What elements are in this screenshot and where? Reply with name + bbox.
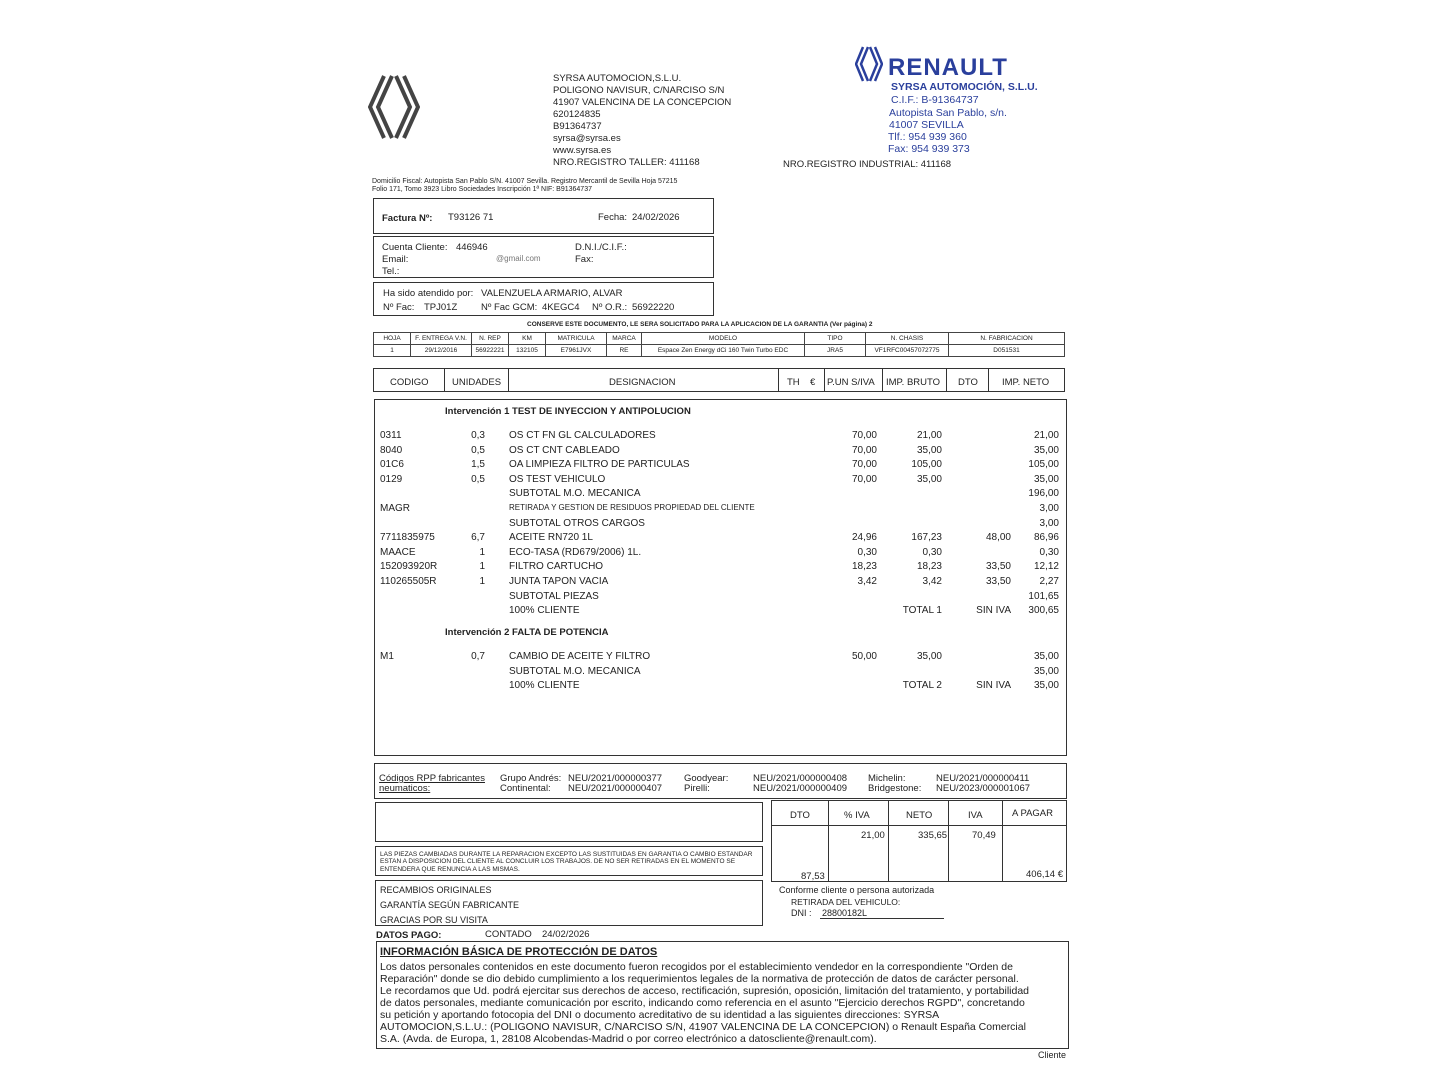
line-units: 6,7	[471, 532, 485, 544]
col-bruto: IMP. BRUTO	[886, 377, 941, 388]
line-code: 0311	[380, 430, 402, 441]
line-units: 0,3	[471, 430, 485, 441]
conforme-text: Conforme cliente o persona autorizada	[779, 885, 935, 895]
domicilio-fiscal: Folio 171, Tomo 3923 Libro Sociedades Inscripción 1ª NIF: B91364737	[372, 186, 592, 193]
totals-header: DTO	[790, 810, 810, 821]
line-bruto: 167,23	[911, 532, 942, 544]
conforme-retirada: RETIRADA DEL VEHICULO:	[791, 897, 901, 907]
line-neto: 35,00	[1033, 665, 1059, 677]
totals-box	[771, 800, 1067, 882]
line-dto: 48,00	[985, 532, 1011, 544]
line-desc: SUBTOTAL M.O. MECANICA	[509, 665, 641, 677]
line-neto: 2,27	[1039, 576, 1059, 587]
vehicle-value: E7961JVX	[546, 345, 607, 357]
line-dto: 33,50	[985, 576, 1011, 587]
fax-label: Fax:	[575, 254, 594, 265]
intervention-title: Intervención 2 FALTA DE POTENCIA	[445, 627, 609, 638]
vehicle-header: HOJA	[374, 333, 411, 345]
privacy-line: S.A. (Avda. de Europa, 1, 28108 Alcobendas-Madrid o por correo electrónico a datoscliente@renault.com).	[380, 1033, 877, 1045]
line-neto: 300,65	[1028, 605, 1059, 617]
totals-header: IVA	[968, 810, 983, 821]
line-units: 0,7	[471, 651, 485, 662]
vehicle-header: MATRICULA	[546, 333, 607, 345]
col-dto: DTO	[958, 377, 978, 388]
line-desc: 100% CLIENTE	[509, 605, 580, 617]
a-pagar-value: 406,14 €	[1026, 869, 1063, 880]
line-code: 8040	[380, 444, 403, 456]
line-neto: 0,30	[1039, 546, 1059, 558]
line-code: 152093920R	[380, 561, 438, 573]
line-desc: ACEITE RN720 1L	[509, 532, 593, 544]
line-pun: 70,00	[851, 444, 877, 456]
rpp-label: Grupo Andrés:	[500, 773, 562, 784]
vehicle-header: MARCA	[607, 333, 642, 345]
line-pun: 50,00	[851, 651, 877, 662]
company-line: POLIGONO NAVISUR, C/NARCISO S/N	[553, 85, 725, 96]
line-code: 7711835975	[380, 532, 435, 544]
line-desc: OA LIMPIEZA FILTRO DE PARTICULAS	[509, 459, 690, 471]
line-neto: 105,00	[1028, 459, 1059, 471]
domicilio-fiscal: Domicilio Fiscal: Autopista San Pablo S/N. 41007 Sevilla. Registro Mercantil de Sevilla Hoja 57215	[372, 178, 678, 185]
line-dto: SIN IVA	[976, 605, 1011, 617]
vehicle-header: N. REP	[472, 333, 509, 345]
rpp-value: NEU/2021/000000409	[753, 783, 848, 794]
company-line: B91364737	[553, 121, 602, 132]
line-code: M1	[380, 651, 394, 662]
line-neto: 35,00	[1033, 444, 1059, 456]
line-bruto: 3,42	[922, 576, 942, 587]
line-units: 1	[479, 576, 485, 587]
line-neto: 35,00	[1033, 680, 1059, 692]
gcm-label: Nº Fac GCM:	[481, 302, 538, 313]
vehicle-header: KM	[509, 333, 546, 345]
privacy-box	[376, 941, 1069, 1049]
gcm-value: 4KEGC4	[542, 302, 580, 313]
vehicle-value: RE	[607, 345, 642, 357]
line-units: 1	[479, 546, 485, 558]
registro-industrial: NRO.REGISTRO INDUSTRIAL: 411168	[783, 159, 952, 170]
vehicle-value: 1	[374, 345, 411, 357]
factura-number: T93126 71	[448, 212, 494, 223]
conserve-note: CONSERVE ESTE DOCUMENTO, LE SERA SOLICITADO PARA LA APLICACION DE LA GARANTIA (Ver página) 2	[527, 321, 873, 328]
line-desc: SUBTOTAL M.O. MECANICA	[509, 488, 641, 500]
rpp-title: Códigos RPP fabricantes	[379, 773, 485, 784]
company-line: 41907 VALENCINA DE LA CONCEPCION	[553, 97, 732, 108]
email-value: @gmail.com	[496, 254, 541, 263]
stamp-line: C.I.F.: B-91364737	[891, 94, 979, 106]
line-neto: 3,00	[1039, 503, 1059, 514]
vehicle-value: 56922221	[472, 345, 509, 357]
company-line: syrsa@syrsa.es	[553, 133, 621, 144]
line-bruto: TOTAL 1	[902, 605, 942, 617]
stamp-line: Tlf.: 954 939 360	[888, 131, 967, 143]
line-desc: 100% CLIENTE	[509, 680, 580, 692]
col-neto: IMP. NETO	[1002, 377, 1050, 388]
client-box	[373, 236, 714, 278]
recambios-line: GRACIAS POR SU VISITA	[380, 915, 488, 925]
line-units: 0,5	[471, 473, 485, 485]
privacy-title: INFORMACIÓN BÁSICA DE PROTECCIÓN DE DATOS	[380, 946, 658, 958]
company-line: NRO.REGISTRO TALLER: 411168	[553, 157, 700, 168]
line-desc: OS CT FN GL CALCULADORES	[509, 430, 656, 441]
rpp-label: Continental:	[500, 783, 551, 794]
privacy-line: AUTOMOCION,S.L.U.: (POLIGONO NAVISUR, C/NARCISO S/N, 41907 VALENCINA DE LA CONCEPCION) o Renault España Comercial	[380, 1021, 1026, 1033]
recambios-line: GARANTÍA SEGÚN FABRICANTE	[380, 900, 520, 910]
rpp-label: Goodyear:	[684, 773, 729, 784]
line-code: MAACE	[380, 546, 416, 558]
line-desc: CAMBIO DE ACEITE Y FILTRO	[509, 651, 651, 662]
privacy-line: Los datos personales contenidos en este documento fueron recogidos por el establecimiento vendedor en la correspondiente "Orden de	[380, 961, 1013, 973]
company-line: 620124835	[553, 109, 601, 120]
totals-header: % IVA	[844, 810, 870, 821]
line-pun: 18,23	[851, 561, 877, 573]
line-desc: RETIRADA Y GESTION DE RESIDUOS PROPIEDAD DEL CLIENTE	[509, 503, 755, 512]
vehicle-header: N. CHASIS	[866, 333, 949, 345]
line-bruto: TOTAL 2	[902, 680, 942, 692]
stamp-name: SYRSA AUTOMOCIÓN, S.L.U.	[891, 81, 1038, 93]
line-units: 1	[479, 561, 485, 573]
privacy-line: Reparación" donde se dio debido cumplimiento a los requerimientos legales de la normativa de protección de datos de carácter personal.	[380, 973, 1019, 985]
line-neto: 35,00	[1033, 651, 1059, 662]
line-neto: 196,00	[1028, 488, 1059, 500]
piezas-note: LAS PIEZAS CAMBIADAS DURANTE LA REPARACION EXCEPTO LAS SUSTITUIDAS EN GARANTIA O CAMBIO ESTANDAR ESTAN A DISPOSICION DEL CLIENTE AL CONCLUIR LOS TRABAJOS. DE NO SER RETIRADAS EN EL MOMENTO SE ENTENDERA QUE RENUNCIA A LAS MISMAS.	[380, 851, 753, 873]
rpp-value: NEU/2023/000001067	[936, 783, 1031, 794]
nfac-value: TPJ01Z	[424, 302, 458, 313]
vehicle-header: MODELO	[642, 333, 805, 345]
vehicle-value: Espace Zen Energy dCi 160 Twin Turbo EDC	[642, 345, 805, 357]
col-designacion: DESIGNACION	[609, 377, 676, 388]
line-desc: SUBTOTAL PIEZAS	[509, 590, 599, 602]
line-code: 110265505R	[380, 576, 437, 587]
dto-value: 87,53	[801, 871, 825, 882]
cuenta-label: Cuenta Cliente:	[382, 242, 448, 253]
col-th: TH	[787, 377, 800, 388]
totals-header: A PAGAR	[1012, 808, 1054, 819]
line-pun: 3,42	[857, 576, 877, 587]
line-code: MAGR	[380, 503, 410, 514]
line-code: 0129	[380, 473, 403, 485]
or-value: 56922220	[632, 302, 675, 313]
observations-box	[375, 802, 763, 842]
line-bruto: 21,00	[916, 430, 942, 441]
line-desc: SUBTOTAL OTROS CARGOS	[509, 517, 645, 529]
attended-box	[373, 282, 714, 316]
line-bruto: 18,23	[916, 561, 942, 573]
vehicle-value: 29/12/2016	[411, 345, 472, 357]
attended-value: VALENZUELA ARMARIO, ALVAR	[481, 288, 623, 299]
col-euro: €	[810, 377, 816, 388]
line-desc: JUNTA TAPON VACIA	[509, 576, 609, 587]
line-pun: 70,00	[851, 459, 877, 471]
stamp-line: 41007 SEVILLA	[889, 119, 964, 131]
line-desc: OS TEST VEHICULO	[509, 473, 606, 485]
line-bruto: 35,00	[916, 444, 942, 456]
line-desc: ECO-TASA (RD679/2006) 1L.	[509, 546, 642, 558]
vehicle-header-row	[374, 333, 1065, 345]
line-pun: 70,00	[851, 473, 877, 485]
vehicle-table	[373, 332, 1065, 357]
intervention-title: Intervención 1 TEST DE INYECCION Y ANTIPOLUCION	[445, 406, 691, 417]
privacy-line: de datos personales, mediante comunicación por escrito, indicando como referencia en el asunto "Ejercicio derechos RGPD", concretando	[380, 997, 1025, 1009]
renault-logo	[368, 74, 420, 140]
rpp-value: NEU/2021/000000411	[936, 773, 1030, 784]
line-pun: 0,30	[857, 546, 877, 558]
rpp-value: NEU/2021/000000408	[753, 773, 848, 784]
tel-label: Tel.:	[382, 266, 400, 277]
neto-value: 335,65	[918, 830, 948, 841]
line-neto: 21,00	[1033, 430, 1059, 441]
rpp-label: Bridgestone:	[868, 783, 922, 794]
iva-pct-value: 21,00	[861, 830, 885, 841]
recambios-box	[375, 880, 763, 926]
line-code: 01C6	[380, 459, 404, 471]
factura-label: Factura Nº:	[382, 213, 433, 224]
copy-label: Cliente	[1038, 1050, 1067, 1060]
vehicle-header: TIPO	[805, 333, 866, 345]
fecha-value: 24/02/2026	[632, 212, 680, 223]
line-neto: 86,96	[1033, 532, 1059, 544]
line-desc: OS CT CNT CABLEADO	[509, 444, 620, 456]
line-desc: FILTRO CARTUCHO	[509, 561, 604, 573]
line-neto: 101,65	[1028, 590, 1059, 602]
pago-method: CONTADO	[485, 929, 532, 940]
line-neto: 3,00	[1039, 517, 1059, 529]
renault-stamp-diamond	[855, 46, 883, 82]
line-dto: 33,50	[985, 561, 1011, 573]
vehicle-header: F. ENTREGA V.N.	[411, 333, 472, 345]
privacy-line: Le recordamos que Ud. podrá ejercitar sus derechos de acceso, rectificación, supresión, oposición, limitación del tratamiento, y portabilidad	[380, 985, 1030, 997]
rpp-label: Michelin:	[868, 773, 906, 784]
line-units: 0,5	[471, 444, 485, 456]
stamp-line: Fax: 954 939 373	[888, 143, 970, 155]
invoice-box	[373, 198, 714, 234]
pago-date: 24/02/2026	[542, 929, 590, 940]
column-header-bar	[373, 368, 1065, 392]
vehicle-value: D051531	[949, 345, 1065, 357]
col-unidades: UNIDADES	[452, 377, 502, 388]
line-units: 1,5	[471, 459, 485, 471]
signature-line	[820, 918, 944, 919]
email-label: Email:	[382, 254, 409, 265]
rpp-label: Pirelli:	[684, 783, 710, 794]
or-label: Nº O.R.:	[592, 302, 628, 313]
rpp-value: NEU/2021/000000377	[568, 773, 663, 784]
line-neto: 12,12	[1033, 561, 1059, 573]
vehicle-value: JRA5	[805, 345, 866, 357]
line-bruto: 0,30	[922, 546, 942, 558]
line-bruto: 35,00	[916, 651, 942, 662]
dni-label: D.N.I./C.I.F.:	[575, 242, 627, 253]
line-bruto: 105,00	[911, 459, 942, 471]
totals-header: NETO	[906, 810, 933, 821]
conforme-dni-value: 28800182L	[822, 908, 868, 918]
rpp-box	[374, 763, 1067, 799]
vehicle-value: VF1RFC00457072775	[866, 345, 949, 357]
fecha-label: Fecha:	[598, 212, 628, 223]
company-line: SYRSA AUTOMOCION,S.L.U.	[553, 73, 682, 84]
rpp-title: neumaticos:	[379, 783, 431, 794]
line-pun: 70,00	[851, 430, 877, 441]
col-pun: P.UN S/IVA	[827, 377, 875, 388]
conforme-dni-label: DNI :	[791, 908, 812, 918]
line-bruto: 35,00	[916, 473, 942, 485]
line-neto: 35,00	[1033, 473, 1059, 485]
vehicle-value-row	[374, 345, 1065, 357]
iva-value: 70,49	[972, 830, 996, 841]
vehicle-value: 132105	[509, 345, 546, 357]
piezas-note-box	[375, 846, 763, 876]
col-codigo: CODIGO	[390, 377, 429, 388]
attended-label: Ha sido atendido por:	[383, 288, 474, 299]
pago-label: DATOS PAGO:	[376, 930, 442, 941]
stamp-line: Autopista San Pablo, s/n.	[889, 107, 1007, 119]
vehicle-header: N. FABRICACION	[949, 333, 1065, 345]
recambios-line: RECAMBIOS ORIGINALES	[380, 885, 492, 895]
nfac-label: Nº Fac:	[383, 302, 415, 313]
rpp-value: NEU/2021/000000407	[568, 783, 663, 794]
line-dto: SIN IVA	[976, 680, 1011, 692]
stamp-brand: RENAULT	[888, 54, 1008, 81]
line-pun: 24,96	[851, 532, 877, 544]
company-line: www.syrsa.es	[553, 145, 612, 156]
cuenta-value: 446946	[456, 242, 488, 253]
privacy-line: su petición y aportando fotocopia del DNI o documento acreditativo de su identidad a las siguientes direcciones: SYRSA	[380, 1009, 940, 1021]
